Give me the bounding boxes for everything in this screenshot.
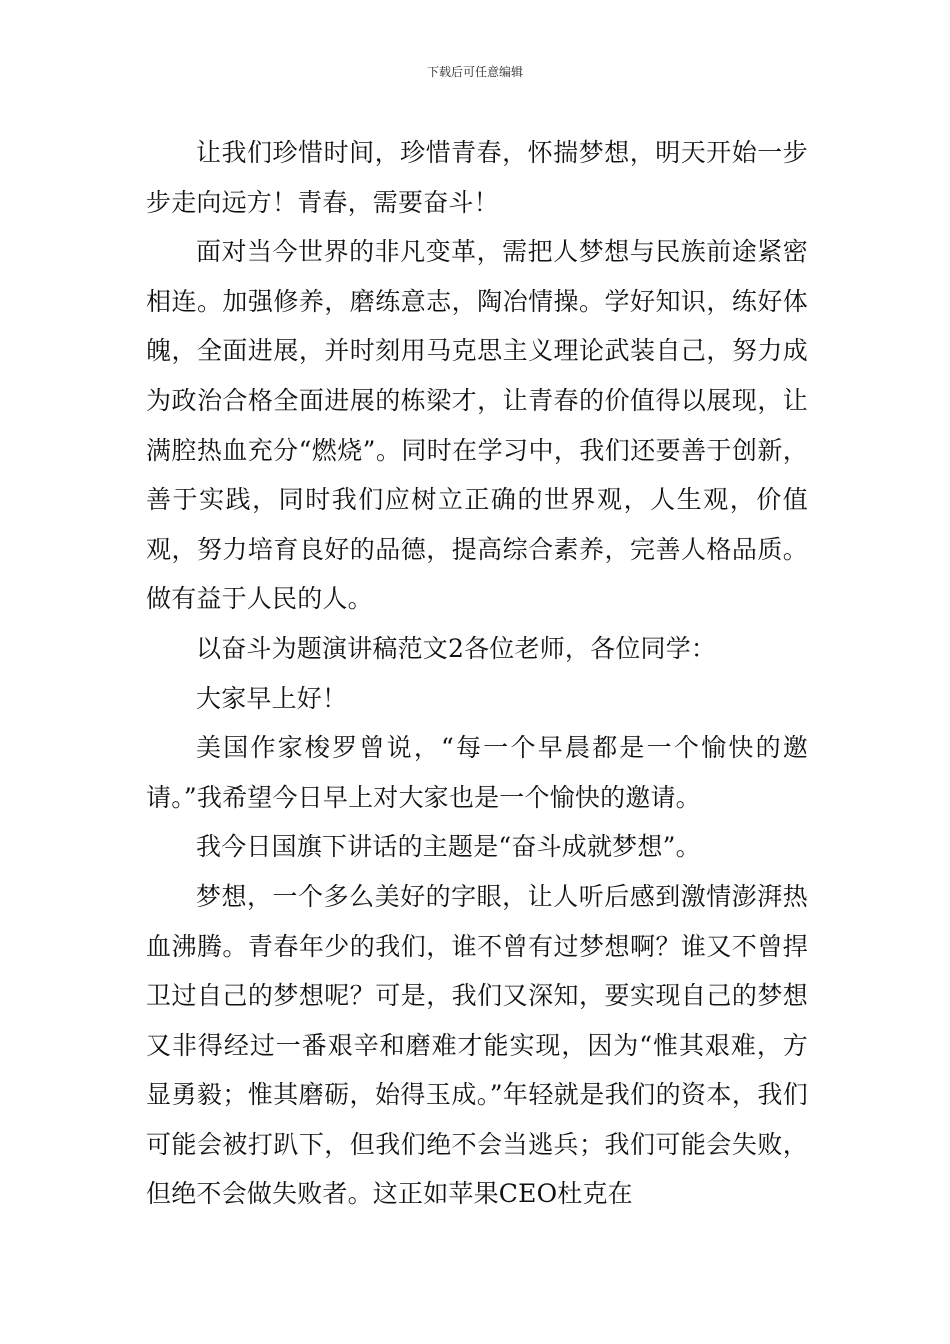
paragraph-1: 让我们珍惜时间，珍惜青春，怀揣梦想，明天开始一步步走向远方！青春，需要奋斗！	[146, 138, 808, 217]
paragraph-2: 面对当今世界的非凡变革，需把人梦想与民族前途紧密相连。加强修养，磨练意志，陶冶情操。学好知识，练好体魄，全面进展，并时刻用马克思主义理论武装自己，努力成为政治合格全面进展的栋梁才，让青春的价值得以展现，让满腔热血充分“燃烧”。同时在学习中，我们还要善于创新，善于实践，同时我们应树立正确的世界观，人生观，价值观，努力培育良好的品德，提高综合素养，完善人格品质。做有益于人民的人。	[146, 237, 808, 614]
paragraph-7: 梦想，一个多么美好的字眼，让人听后感到激情澎湃热血沸腾。青春年少的我们，谁不曾有过梦想啊？谁又不曾捍卫过自己的梦想呢？可是，我们又深知，要实现自己的梦想又非得经过一番艰辛和磨难才能实现，因为“惟其艰难，方显勇毅；惟其磨砺，始得玉成。”年轻就是我们的资本，我们可能会被打趴下，但我们绝不会当逃兵；我们可能会失败，但绝不会做失败者。这正如苹果CEO杜克在	[146, 881, 808, 1209]
document-body	[146, 128, 808, 1219]
page-header: 下载后可任意编辑	[426, 65, 523, 79]
paragraph-3: 以奋斗为题演讲稿范文2各位老师，各位同学：	[196, 633, 717, 663]
paragraph-4: 大家早上好！	[196, 683, 348, 713]
paragraph-5: 美国作家梭罗曾说，“每一个早晨都是一个愉快的邀请。”我希望今日早上对大家也是一个愉快的邀请。	[146, 733, 808, 812]
paragraph-6: 我今日国旗下讲话的主题是“奋斗成就梦想”。	[196, 832, 701, 862]
